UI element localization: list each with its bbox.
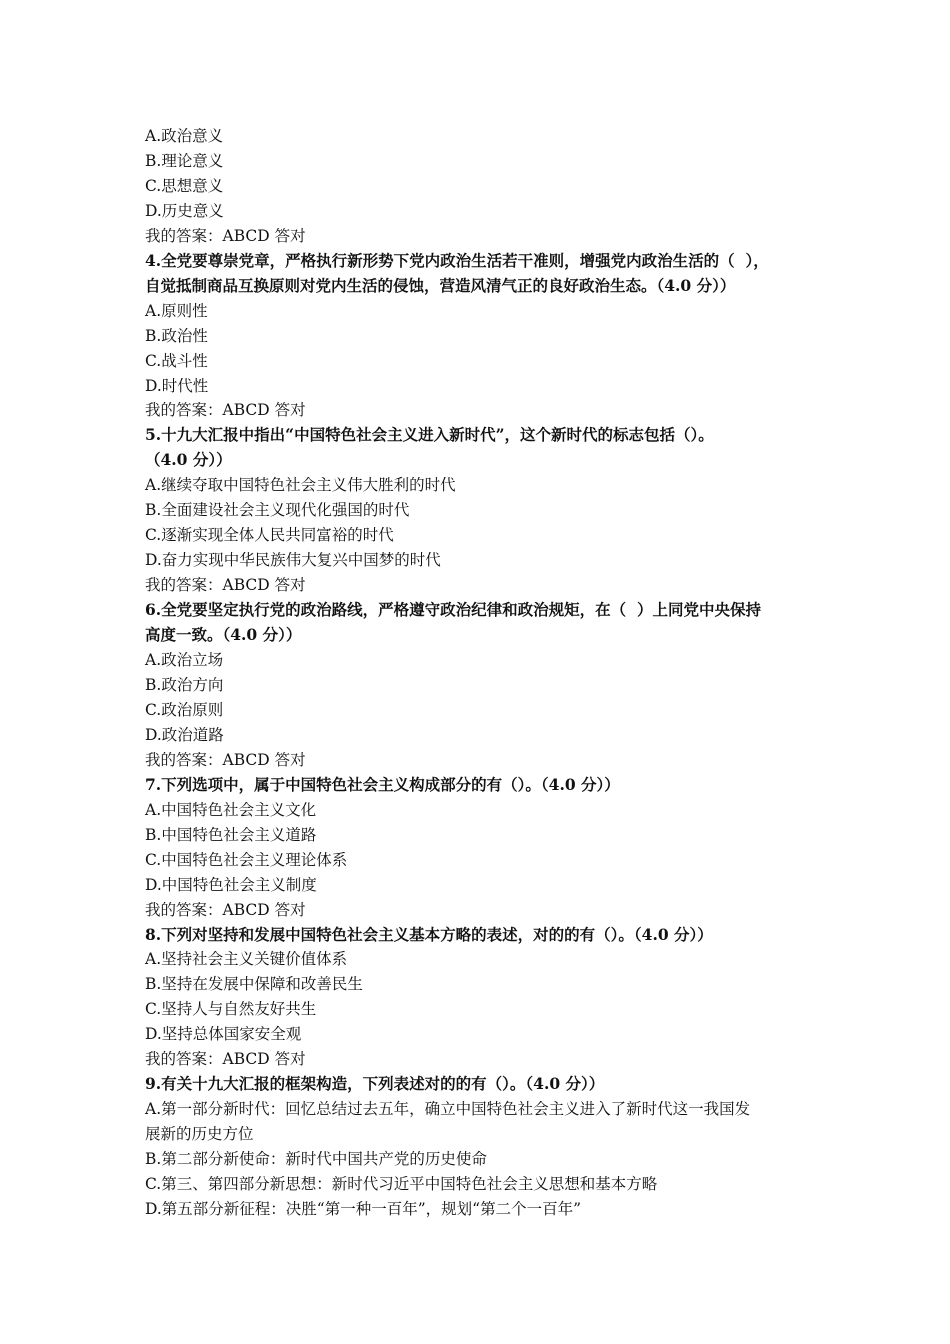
option-line: C.战斗性 [145, 351, 208, 370]
option-line: C.思想意义 [145, 176, 224, 195]
answer-line: 我的答案：ABCD 答对 [145, 401, 306, 420]
question-text-line: 9.有关十九大汇报的框架构造，下列表述对的的有（）。（4.0 分）） [145, 1074, 605, 1094]
option-line: A.第一部分新时代：回忆总结过去五年，确立中国特色社会主义进入了新时代这一我国发 [145, 1100, 751, 1119]
question-text-line: 4.全党要尊崇党章，严格执行新形势下党内政治生活若干准则，增强党内政治生活的（ ）， [145, 250, 769, 270]
answer-line: 我的答案：ABCD 答对 [145, 226, 306, 245]
answer-line: 我的答案：ABCD 答对 [145, 900, 306, 919]
option-line: D.政治道路 [145, 725, 224, 744]
option-line: A.原则性 [145, 301, 208, 320]
question-text-line: 自觉抵制商品互换原则对党内生活的侵蚀，营造风清气正的良好政治生态。（4.0 分）） [145, 275, 736, 295]
option-line: A.继续夺取中国特色社会主义伟大胜利的时代 [145, 476, 456, 495]
option-line: B.理论意义 [145, 151, 224, 170]
option-line: A.政治立场 [145, 651, 224, 670]
option-line: A.中国特色社会主义文化 [145, 800, 317, 819]
option-line: B.坚持在发展中保障和改善民生 [145, 975, 363, 994]
option-line: B.中国特色社会主义道路 [145, 825, 317, 844]
option-line: A.坚持社会主义关键价值体系 [145, 950, 348, 969]
option-line: B.政治性 [145, 326, 208, 345]
option-line: C.坚持人与自然友好共生 [145, 1000, 317, 1019]
option-line: B.全面建设社会主义现代化强国的时代 [145, 501, 410, 520]
document-page [145, 124, 825, 1222]
question-text-line: 高度一致。（4.0 分）） [145, 625, 302, 645]
option-line: A.政治意义 [145, 127, 224, 145]
question-text-line: （4.0 分）） [145, 450, 232, 470]
option-line: C.中国特色社会主义理论体系 [145, 850, 348, 869]
option-line: D.时代性 [145, 376, 209, 395]
option-line: B.政治方向 [145, 675, 224, 694]
question-text-line: 6.全党要坚定执行党的政治路线，严格遵守政治纪律和政治规矩，在（ ）上同党中央保持 [145, 600, 761, 620]
question-text-line: 5.十九大汇报中指出“中国特色社会主义进入新时代”，这个新时代的标志包括（）。 [145, 425, 714, 445]
option-line: B.第二部分新使命：新时代中国共产党的历史使命 [145, 1150, 487, 1169]
option-line: D.坚持总体国家安全观 [145, 1025, 302, 1044]
answer-line: 我的答案：ABCD 答对 [145, 576, 306, 595]
answer-line: 我的答案：ABCD 答对 [145, 750, 306, 769]
option-line: D.第五部分新征程：决胜“第一种一百年”，规划“第二个一百年” [145, 1199, 581, 1218]
option-line: D.中国特色社会主义制度 [145, 875, 317, 894]
option-line: D.历史意义 [145, 201, 224, 220]
option-line: D.奋力实现中华民族伟大复兴中国梦的时代 [145, 551, 441, 570]
option-line: 展新的历史方位 [145, 1125, 254, 1144]
option-line: C.逐渐实现全体人民共同富裕的时代 [145, 526, 394, 545]
question-text-line: 7.下列选项中，属于中国特色社会主义构成部分的有（）。（4.0 分）） [145, 774, 620, 794]
option-line: C.政治原则 [145, 700, 224, 719]
answer-line: 我的答案：ABCD 答对 [145, 1050, 306, 1069]
question-text-line: 8.下列对坚持和发展中国特色社会主义基本方略的表述，对的的有（）。（4.0 分）） [145, 924, 713, 944]
option-line: C.第三、第四部分新思想：新时代习近平中国特色社会主义思想和基本方略 [145, 1175, 658, 1194]
